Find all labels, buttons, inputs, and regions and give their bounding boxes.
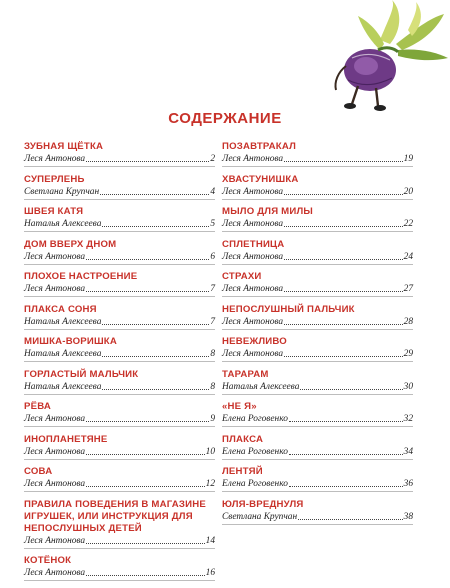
toc-entry	[24, 369, 215, 395]
toc-entry-title: СПЛЕТНИЦА	[222, 238, 285, 250]
toc-entry-title: НЕПОСЛУШНЫЙ ПАЛЬЧИК	[222, 303, 355, 315]
toc-entry-page: 6	[210, 251, 215, 262]
toc-leader-dots	[86, 543, 205, 544]
toc-entry	[222, 304, 413, 330]
toc-entry-title: НЕВЕЖЛИВО	[222, 336, 287, 347]
toc-entry-line	[24, 478, 215, 491]
toc-entry	[222, 141, 413, 167]
toc-entry-title: ДОМ ВВЕРХ ДНОМ	[24, 238, 117, 250]
toc-entry-page: 20	[403, 186, 413, 197]
toc-entry	[24, 466, 215, 492]
toc-entry-title: ПЛАКСА СОНЯ	[24, 303, 97, 315]
toc-entry-title: РЁВА	[24, 401, 51, 412]
toc-entry-author: Леся Антонова	[24, 251, 86, 262]
toc-entry	[222, 401, 413, 427]
toc-entry-title: ПЛАКСА	[222, 433, 264, 445]
toc-entry-line	[24, 283, 215, 296]
toc-entry-line	[222, 186, 413, 199]
toc-leader-dots	[86, 421, 209, 422]
toc-entry-page: 9	[210, 414, 215, 424]
toc-entry-page: 2	[210, 154, 215, 164]
toc-entry	[222, 174, 413, 200]
toc-entry	[24, 336, 215, 362]
toc-entry-line	[222, 251, 413, 264]
toc-entry-page: 28	[403, 316, 413, 327]
toc-leader-dots	[102, 324, 209, 325]
toc-entry-line	[24, 186, 215, 199]
toc-leader-dots	[284, 259, 403, 260]
toc-leader-dots	[102, 226, 209, 227]
toc-leader-dots	[284, 291, 403, 292]
toc-leader-dots	[102, 389, 209, 390]
toc-entry-page: 12	[205, 479, 215, 489]
toc-entry-line	[24, 413, 215, 426]
toc-entry	[24, 401, 215, 427]
toc-entry-author: Леся Антонова	[24, 154, 86, 164]
toc-entry-page: 32	[403, 414, 413, 424]
toc-leader-dots	[86, 454, 205, 455]
toc-entry-author: Леся Антонова	[24, 479, 86, 489]
toc-entry-title: МЫЛО ДЛЯ МИЛЫ	[222, 206, 313, 217]
toc-leader-dots	[284, 161, 403, 162]
toc-entry-line	[222, 478, 413, 491]
toc-leader-dots	[284, 194, 403, 195]
toc-entry-line	[24, 381, 215, 394]
toc-entry-author: Елена Роговенко	[222, 479, 288, 489]
toc-entry	[24, 434, 215, 460]
toc-entry-title: ПЛОХОЕ НАСТРОЕНИЕ	[24, 271, 138, 282]
toc-entry-page: 7	[210, 284, 215, 294]
toc-entry	[24, 174, 215, 200]
toc-entry-title: ЗУБНАЯ ЩЁТКА	[24, 141, 104, 152]
toc-entry-author: Наталья Алексеева	[24, 219, 102, 229]
toc-leader-dots	[86, 486, 205, 487]
toc-entry-page: 5	[210, 219, 215, 229]
toc-entry-line	[222, 316, 413, 329]
toc-leader-dots	[289, 421, 403, 422]
toc-entry-author: Леся Антонова	[222, 316, 284, 327]
toc-entry-author: Наталья Алексеева	[24, 349, 102, 359]
toc-entry	[222, 239, 413, 265]
toc-leader-dots	[102, 356, 209, 357]
toc-entry-author: Леся Антонова	[24, 414, 86, 424]
toc-leader-dots	[284, 356, 403, 357]
toc-entry-author: Светлана Крупчан	[222, 511, 298, 522]
toc-entry	[222, 434, 413, 460]
toc-entry	[24, 555, 215, 581]
toc-entry-page: 24	[403, 251, 413, 262]
toc-entry-page: 8	[210, 349, 215, 359]
toc-entry-page: 19	[403, 154, 413, 164]
toc-entry-page: 36	[403, 479, 413, 489]
toc-entry-line	[222, 511, 413, 524]
toc-entry-title: ИНОПЛАНЕТЯНЕ	[24, 433, 108, 445]
toc-entry-title: ПОЗАВТРАКАЛ	[222, 141, 297, 152]
toc-leader-dots	[100, 194, 209, 195]
toc-entry-page: 38	[403, 511, 413, 522]
toc-entry-line	[222, 153, 413, 166]
toc-entry-title: СТРАХИ	[222, 271, 262, 282]
toc-entry-line	[24, 348, 215, 361]
toc-entry-line	[222, 218, 413, 231]
toc-entry-line	[222, 348, 413, 361]
toc-entry-author: Леся Антонова	[222, 284, 284, 294]
toc-entry-title: ШВЕЯ КАТЯ	[24, 206, 84, 217]
toc-entry-author: Леся Антонова	[222, 154, 284, 164]
toc-entry-title: ПРАВИЛА ПОВЕДЕНИЯ В МАГАЗИНЕ ИГРУШЕК, ИЛИ ИНСТРУКЦИЯ ДЛЯ НЕПОСЛУШНЫХ ДЕТЕЙ	[24, 498, 206, 534]
toc-entry-line	[222, 413, 413, 426]
toc-leader-dots	[284, 324, 403, 325]
toc-entry-author: Леся Антонова	[24, 568, 86, 578]
toc-entry	[24, 499, 215, 549]
toc-entry-title: ЛЕНТЯЙ	[222, 466, 263, 477]
toc-entry-author: Леся Антонова	[222, 349, 284, 359]
toc-entry-line	[222, 283, 413, 296]
toc-entry-title: МИШКА-ВОРИШКА	[24, 336, 117, 347]
toc-leader-dots	[284, 226, 403, 227]
toc-entry-author: Леся Антонова	[24, 446, 86, 457]
toc-entry-line	[24, 567, 215, 580]
toc-entry-author: Леся Антонова	[24, 284, 86, 294]
toc-entry-author: Леся Антонова	[24, 535, 86, 546]
toc-entry-line	[24, 251, 215, 264]
toc-entry	[24, 141, 215, 167]
toc-leader-dots	[289, 486, 403, 487]
toc-entry-title: ХВАСТУНИШКА	[222, 173, 299, 185]
toc-leader-dots	[300, 389, 402, 390]
toc-entry-author: Наталья Алексеева	[24, 316, 102, 327]
toc-entry-author: Леся Антонова	[222, 251, 284, 262]
toc-leader-dots	[86, 259, 209, 260]
toc-entry-author: Елена Роговенко	[222, 446, 288, 457]
toc-entry-title: СОВА	[24, 466, 53, 477]
toc-entry	[222, 369, 413, 395]
toc-entry-page: 10	[205, 446, 215, 457]
toc-entry-author: Леся Антонова	[222, 219, 284, 229]
toc-leader-dots	[86, 291, 209, 292]
toc-entry-title: ТАРАРАМ	[222, 368, 269, 380]
toc-entry-author: Елена Роговенко	[222, 414, 288, 424]
toc-entry-line	[222, 381, 413, 394]
toc-entry-author: Леся Антонова	[222, 186, 284, 197]
toc-leader-dots	[86, 161, 209, 162]
toc-entry-author: Светлана Крупчан	[24, 186, 100, 197]
toc-entry-page: 4	[210, 186, 215, 197]
toc-entry-author: Наталья Алексеева	[222, 381, 300, 392]
toc-entry-line	[24, 218, 215, 231]
toc-entry-author: Наталья Алексеева	[24, 381, 102, 392]
toc-entry	[222, 466, 413, 492]
toc-entry-page: 34	[403, 446, 413, 457]
toc-entry-page: 8	[210, 381, 215, 392]
toc-entry	[24, 239, 215, 265]
toc-entry-line	[24, 316, 215, 329]
toc-entry	[222, 206, 413, 232]
toc-leader-dots	[86, 575, 205, 576]
toc-entry-title: СУПЕРЛЕНЬ	[24, 173, 85, 185]
toc-entry-page: 27	[403, 284, 413, 294]
toc-entry	[24, 304, 215, 330]
toc-entry-page: 7	[210, 316, 215, 327]
contents-title: СОДЕРЖАНИЕ	[168, 110, 282, 127]
toc-entry	[222, 271, 413, 297]
toc-entry-line	[222, 446, 413, 459]
toc-leader-dots	[298, 519, 402, 520]
toc-entry-title: «НЕ Я»	[222, 401, 257, 412]
toc-entry-title: ЮЛЯ-ВРЕДНУЛЯ	[222, 498, 304, 510]
toc-right-column	[222, 141, 413, 531]
toc-left-column	[24, 141, 215, 588]
eggplant-character-icon	[318, 0, 450, 112]
toc-leader-dots	[289, 454, 403, 455]
toc-entry-line	[24, 446, 215, 459]
toc-entry-page: 30	[403, 381, 413, 392]
toc-entry-page: 14	[205, 535, 215, 546]
toc-entry-page: 22	[403, 219, 413, 229]
toc-entry-title: КОТЁНОК	[24, 555, 72, 566]
toc-entry	[222, 336, 413, 362]
toc-entry	[24, 271, 215, 297]
toc-entry-line	[24, 535, 215, 548]
toc-entry-title: ГОРЛАСТЫЙ МАЛЬЧИК	[24, 368, 139, 380]
toc-entry-line	[24, 153, 215, 166]
toc-entry-page: 29	[403, 349, 413, 359]
toc-entry	[24, 206, 215, 232]
toc-entry-page: 16	[205, 568, 215, 578]
toc-entry	[222, 499, 413, 525]
